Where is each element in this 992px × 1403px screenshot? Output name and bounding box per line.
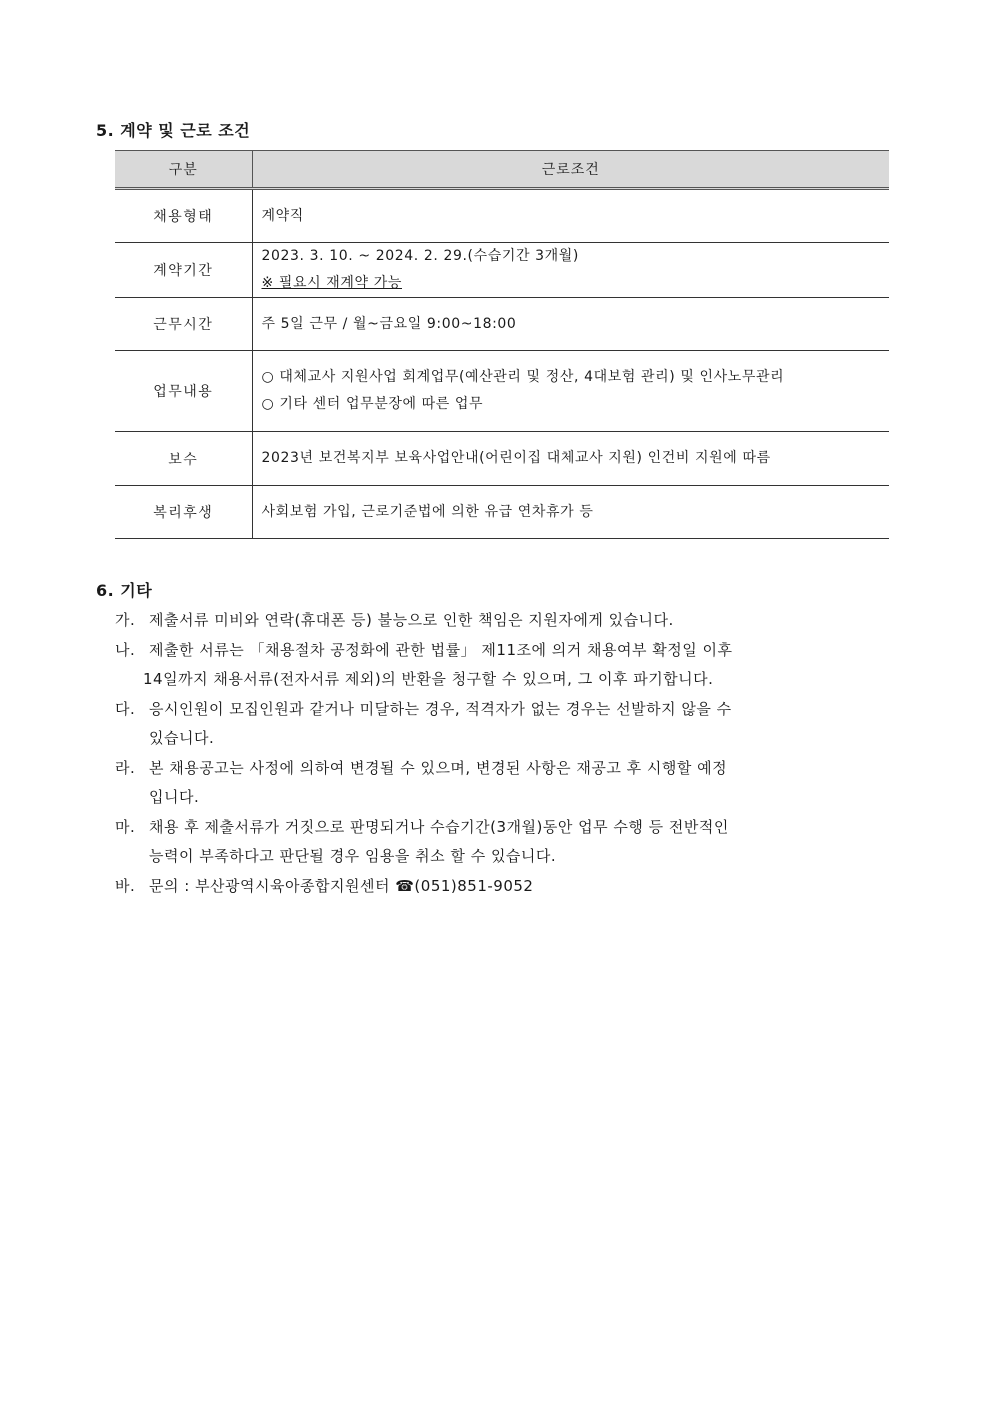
note-continuation: 14일까지 채용서류(전자서류 제외)의 반환을 청구할 수 있으며, 그 이후 파기합니다. <box>143 670 714 688</box>
row-label: 근무시간 <box>115 298 252 351</box>
row-label: 채용형태 <box>115 189 252 243</box>
note-line <box>115 695 905 725</box>
row-value <box>252 432 889 486</box>
header-conditions: 근로조건 <box>252 151 889 189</box>
note-line <box>115 754 905 784</box>
row-value <box>252 351 889 432</box>
note-text: 제출한 서류는 「채용절차 공정화에 관한 법률」 제11조에 의거 채용여부 확정일 이후 <box>149 640 733 659</box>
table-row <box>115 351 889 432</box>
row-value-line: 사회보험 가입, 근로기준법에 의한 유급 연차휴가 등 <box>261 503 594 520</box>
note-line <box>115 872 905 902</box>
note-text: 제출서류 미비와 연락(휴대폰 등) 불능으로 인한 책임은 지원자에게 있습니다. <box>149 611 674 629</box>
note-continuation: 능력이 부족하다고 판단될 경우 임용을 취소 할 수 있습니다. <box>149 847 557 865</box>
row-value-line: 주 5일 근무 / 월~금요일 9:00~18:00 <box>261 315 517 332</box>
row-value <box>252 486 889 539</box>
note-continuation: 입니다. <box>149 788 200 806</box>
row-value-line: 계약직 <box>261 207 304 224</box>
table-row <box>115 243 889 298</box>
table-row <box>115 486 889 539</box>
list-item <box>115 872 905 902</box>
row-value <box>252 189 889 243</box>
table-row <box>115 298 889 351</box>
row-value <box>252 243 889 298</box>
note-marker: 라. <box>115 758 136 777</box>
phone-icon: ☎ <box>395 876 415 895</box>
table-header-row <box>115 151 889 189</box>
note-line <box>115 813 905 843</box>
row-value-line: 2023. 3. 10. ~ 2024. 2. 29.(수습기간 3개월) <box>261 248 579 264</box>
note-line <box>115 636 905 666</box>
note-continuation: 있습니다. <box>149 729 215 747</box>
row-label: 계약기간 <box>115 243 252 298</box>
row-label: 업무내용 <box>115 351 252 432</box>
section-title-etc: 6. 기타 <box>96 581 153 600</box>
row-label: 보수 <box>115 432 252 486</box>
row-label: 복리후생 <box>115 486 252 539</box>
row-value-line: ○ 대체교사 지원사업 회계업무(예산관리 및 정산, 4대보험 관리) 및 인사노무관리 <box>261 369 785 385</box>
note-text: 응시인원이 모집인원과 같거나 미달하는 경우, 적격자가 없는 경우는 선발하지 않을 수 <box>149 699 732 718</box>
notes-list <box>115 606 905 901</box>
row-value <box>252 298 889 351</box>
table-row <box>115 189 889 243</box>
note-marker: 바. <box>115 876 136 895</box>
list-item <box>115 813 905 872</box>
note-line <box>115 606 905 636</box>
table-row <box>115 432 889 486</box>
note-marker: 가. <box>115 611 136 629</box>
list-item <box>115 636 905 695</box>
note-text: 본 채용공고는 사정에 의하여 변경될 수 있으며, 변경된 사항은 재공고 후 시행할 예정 <box>149 758 728 777</box>
contact-label: 문의 : 부산광역시육아종합지원센터 <box>149 876 390 895</box>
list-item <box>115 754 905 813</box>
list-item <box>115 695 905 754</box>
list-item <box>115 606 905 636</box>
note-marker: 나. <box>115 640 136 659</box>
work-conditions-table <box>115 150 889 539</box>
row-value-line: ※ 필요시 재계약 가능 <box>261 275 402 291</box>
note-text: 채용 후 제출서류가 거짓으로 판명되거나 수습기간(3개월)동안 업무 수행 등 전반적인 <box>149 817 729 836</box>
note-marker: 다. <box>115 699 136 718</box>
header-category: 구분 <box>115 151 252 189</box>
row-value-line: ○ 기타 센터 업무분장에 따른 업무 <box>261 396 484 412</box>
contact-phone: (051)851-9052 <box>414 876 534 895</box>
row-value-line: 2023년 보건복지부 보육사업안내(어린이집 대체교사 지원) 인건비 지원에 따름 <box>261 450 771 466</box>
section-title-contract: 5. 계약 및 근로 조건 <box>96 121 251 140</box>
note-marker: 마. <box>115 817 136 836</box>
